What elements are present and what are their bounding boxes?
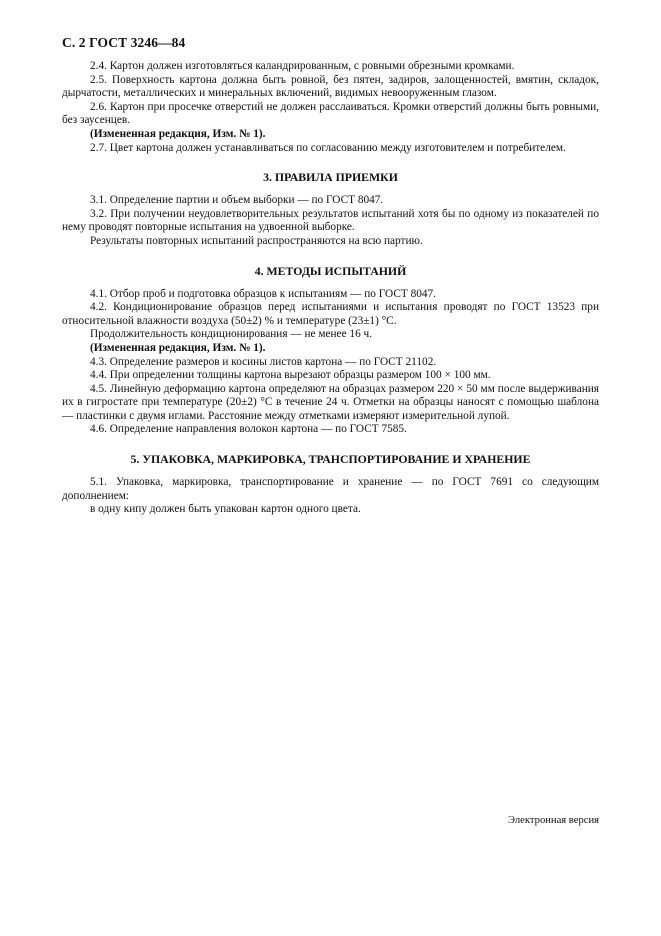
paragraph: Результаты повторных испытаний распространяются на всю партию.: [90, 234, 423, 247]
paragraph: 2.6. Картон при просечке отверстий не должен расслаиваться. Кромки отверстий должны быть ровными, без заусенцев.: [62, 100, 599, 127]
paragraph: Продолжительность кондиционирования — не менее 16 ч.: [90, 328, 373, 341]
section-heading: 4. МЕТОДЫ ИСПЫТАНИЙ: [254, 263, 407, 278]
page-header: С. 2 ГОСТ 3246—84: [62, 35, 186, 50]
paragraph: 5.1. Упаковка, маркировка, транспортирование и хранение — по ГОСТ 7691 со следующим дополнением:: [62, 476, 599, 502]
paragraph: 3.1. Определение партии и объем выборки — по ГОСТ 8047.: [90, 194, 384, 207]
paragraph: 2.5. Поверхность картона должна быть ровной, без пятен, задиров, залощенностей, вмятин, складок, дырчатости, металлических и минеральных включений, видимых невооруженным глазом.: [62, 73, 599, 100]
paragraph: 4.6. Определение направления волокон картона — по ГОСТ 7585.: [90, 423, 407, 436]
paragraph: 4.5. Линейную деформацию картона определяют на образцах размером 220 × 50 мм после выдерживания их в гигростате при температуре (20±2) °С в течение 24 ч. Отметки на образцы наносят с помощью шаблона — пластинки с двумя иглами. Расстояние между отметками измеряют измерительной лупой.: [62, 382, 599, 422]
paragraph: 2.7. Цвет картона должен устанавливаться по согласованию между изготовителем и потребителем.: [90, 141, 566, 154]
section-heading: 3. ПРАВИЛА ПРИЕМКИ: [263, 170, 398, 185]
paragraph: 4.1. Отбор проб и подготовка образцов к испытаниям — по ГОСТ 8047.: [90, 287, 437, 300]
paragraph: 4.4. При определении толщины картона вырезают образцы размером 100 × 100 мм.: [90, 369, 491, 382]
paragraph: 4.2. Кондиционирование образцов перед испытаниями и испытания проводят по ГОСТ 13523 при относительной влажности воздуха (50±2) % и температуре (23±1) °С.: [62, 301, 599, 327]
amendment-note: (Измененная редакция, Изм. № 1).: [90, 127, 266, 140]
paragraph: в одну кипу должен быть упакован картон одного цвета.: [90, 503, 361, 516]
amendment-note: (Измененная редакция, Изм. № 1).: [90, 341, 266, 354]
footer-note: Электронная версия: [508, 815, 599, 826]
paragraph: 2.4. Картон должен изготовляться каландрированным, с ровными обрезными кромками.: [90, 60, 515, 72]
section-heading: 5. УПАКОВКА, МАРКИРОВКА, ТРАНСПОРТИРОВАНИЕ И ХРАНЕНИЕ: [130, 452, 531, 467]
paragraph: 4.3. Определение размеров и косины листов картона — по ГОСТ 21102.: [90, 355, 437, 368]
document-body: [62, 60, 599, 517]
paragraph: 3.2. При получении неудовлетворительных результатов испытаний хотя бы по одному из показателей по нему проводят повторные испытания на удвоенной выборке.: [62, 207, 599, 234]
